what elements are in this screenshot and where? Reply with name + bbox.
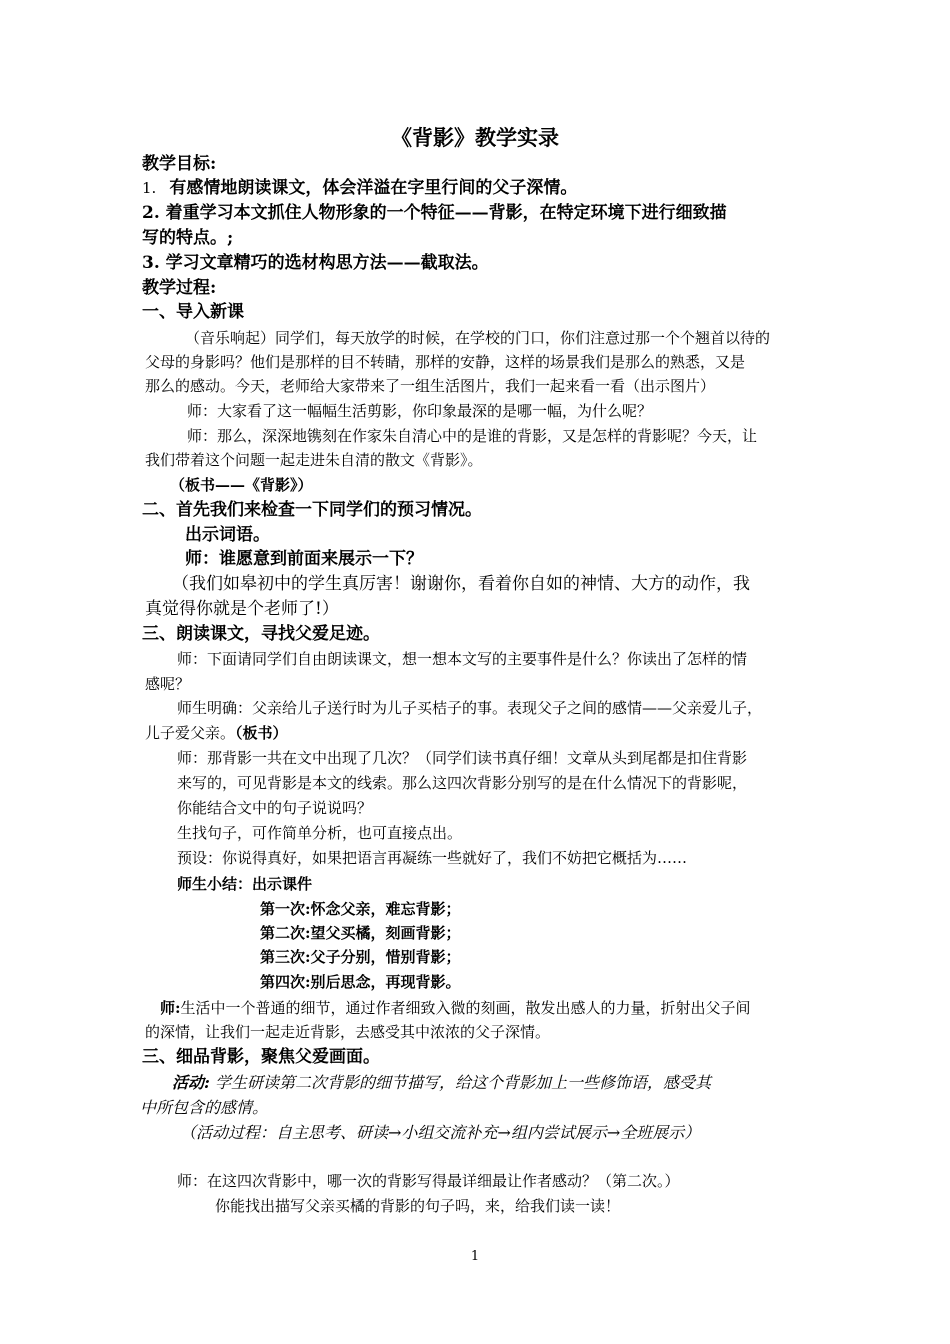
section-1-para-2: 师：大家看了这一幅幅生活剪影，你印象最深的是哪一幅，为什么呢？ xyxy=(187,402,653,420)
section-4-para-1: 师：在这四次背影中，哪一次的背影写得最详细最让作者感动？（第二次。） xyxy=(177,1172,680,1190)
section-1-heading: 一、导入新课 xyxy=(142,302,244,322)
activity-label: 活动: xyxy=(172,1073,210,1092)
section-2-show-words: 出示词语。 xyxy=(185,525,270,545)
section-3-para-2-line-2 xyxy=(145,724,288,742)
summary-item-2: 第二次:望父买橘，刻画背影； xyxy=(260,924,461,942)
summary-item-4: 第四次:别后思念，再现背影。 xyxy=(260,973,461,991)
section-3-para-4: 生找句子，可作简单分析，也可直接点出。 xyxy=(177,824,463,842)
goals-heading: 教学目标: xyxy=(142,154,217,174)
goal-1 xyxy=(142,179,577,199)
activity-process: （活动过程：自主思考、研读→小组交流补充→组内尝试展示→全班展示） xyxy=(180,1123,701,1142)
document-title: 《背影》教学实录 xyxy=(391,125,559,150)
activity-line-1 xyxy=(172,1074,711,1092)
section-3-para-3-line-2: 来写的，可见背影是本文的线索。那么这四次背影分别写的是在什么情况下的背影呢， xyxy=(177,774,748,792)
board-note-2: （板书） xyxy=(235,724,288,742)
section-1-para-1-line-2: 父母的身影吗？他们是那样的目不转睛，那样的安静，这样的场景我们是那么的熟悉，又是 xyxy=(145,353,746,371)
goal-1-number: 1. xyxy=(142,179,157,197)
section-3-para-6-line-2: 的深情，让我们一起走近背影，去感受其中浓浓的父子深情。 xyxy=(145,1023,551,1041)
goal-2-line-1: 2. 着重学习本文抓住人物形象的一个特征——背影，在特定环境下进行细致描 xyxy=(142,203,727,223)
section-1-para-3-line-1: 师：那么，深深地镌刻在作家朱自清心中的是谁的背影，又是怎样的背影呢？今天，让 xyxy=(187,427,758,445)
section-2-teacher-prompt: 师：谁愿意到前面来展示一下？ xyxy=(185,549,423,569)
activity-line-2: 中所包含的感情。 xyxy=(140,1098,269,1117)
activity-text: 学生研读第二次背影的细节描写，给这个背影加上一些修饰语，感受其 xyxy=(215,1073,712,1092)
summary-heading: 师生小结：出示课件 xyxy=(177,875,313,893)
section-3-para-2-text: 儿子爱父亲。 xyxy=(145,724,236,742)
section-1-para-3-line-2: 我们带着这个问题一起走进朱自清的散文《背影》。 xyxy=(145,451,483,469)
board-note-1: （板书——《背影》） xyxy=(170,476,313,494)
section-3-para-3-line-3: 你能结合文中的句子说说吗？ xyxy=(177,799,373,817)
section-2-para-line-1: （我们如皋初中的学生真厉害！谢谢你，看着你自如的神情、大方的动作，我 xyxy=(172,574,750,594)
section-3-para-1-line-1: 师：下面请同学们自由朗读课文，想一想本文写的主要事件是什么？你读出了怎样的情 xyxy=(177,650,748,668)
section-2-heading: 二、首先我们来检查一下同学们的预习情况。 xyxy=(142,500,482,520)
section-1-para-1-line-1: （音乐响起）同学们，每天放学的时候，在学校的门口，你们注意过那一个个翘首以待的 xyxy=(185,329,771,347)
section-3-para-1-line-2: 感呢？ xyxy=(145,675,191,693)
section-3-para-2-line-1: 师生明确：父亲给儿子送行时为儿子买桔子的事。表现父子之间的感情——父亲爱儿子， xyxy=(177,699,763,717)
page-number: 1 xyxy=(470,1249,480,1264)
process-heading: 教学过程: xyxy=(142,278,217,298)
goal-2-line-2: 写的特点。; xyxy=(142,228,234,248)
section-3-para-3-line-1: 师：那背影一共在文中出现了几次？（同学们读书真仔细！文章从头到尾都是扣住背影 xyxy=(177,749,748,767)
summary-item-3: 第三次:父子分别，惜别背影； xyxy=(260,948,461,966)
section-4-para-2: 你能找出描写父亲买橘的背影的句子吗，来，给我们读一读！ xyxy=(215,1197,621,1215)
teacher-label: 师: xyxy=(160,999,181,1017)
section-3-para-5: 预设：你说得真好，如果把语言再凝练一些就好了，我们不妨把它概括为…… xyxy=(177,849,688,867)
summary-item-1: 第一次:怀念父亲，难忘背影； xyxy=(260,900,461,918)
goal-1-text: 有感情地朗读课文，体会洋溢在字里行间的父子深情。 xyxy=(169,178,578,198)
section-3-para-6-text: 生活中一个普通的细节，通过作者细致入微的刻画，散发出感人的力量，折射出父子间 xyxy=(180,999,751,1017)
goal-3: 3. 学习文章精巧的选材构思方法——截取法。 xyxy=(142,253,489,273)
section-1-para-1-line-3: 那么的感动。今天，老师给大家带来了一组生活图片，我们一起来看一看（出示图片） xyxy=(145,377,716,395)
section-4-heading: 三、细品背影，聚焦父爱画面。 xyxy=(142,1047,380,1067)
section-2-para-line-2: 真觉得你就是个老师了!） xyxy=(145,599,339,619)
section-3-para-6-line-1 xyxy=(160,999,751,1017)
section-3-heading: 三、朗读课文，寻找父爱足迹。 xyxy=(142,624,380,644)
